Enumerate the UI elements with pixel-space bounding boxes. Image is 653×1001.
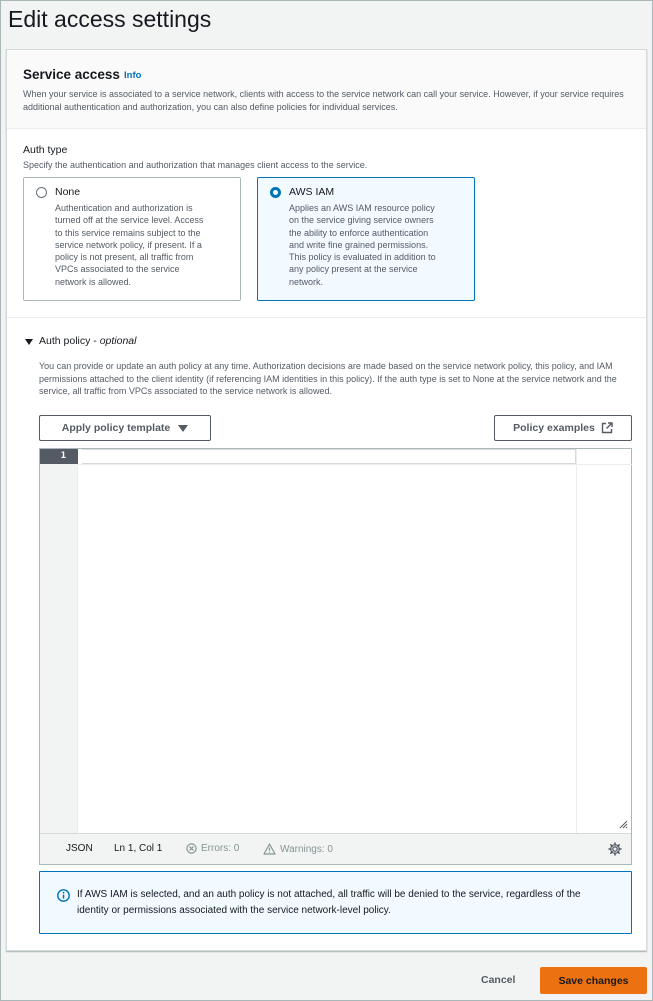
active-line-highlight — [82, 449, 576, 464]
editor-errors[interactable] — [186, 843, 239, 854]
aws-iam-radio[interactable] — [270, 187, 281, 198]
auth-policy-description: You can provide or update an auth policy at any time. Authorization decisions are made based on the service network policy, this policy, and IAM permissions attached to the client identity (if referencing IAM identities in this policy). If the auth type is set to None at the service network and the service, all traffic from VPCs associated to the service network is allowed. — [39, 361, 617, 396]
auth-type-description: Specify the authentication and authorization that manages client access to the service. — [23, 160, 368, 170]
editor-rule — [78, 464, 632, 465]
editor-warnings-label: Warnings: 0 — [280, 843, 333, 855]
apply-policy-template-label: Apply policy template — [61, 422, 171, 434]
warning-icon — [263, 843, 276, 855]
none-radio[interactable] — [36, 187, 47, 198]
external-link-icon — [601, 422, 613, 434]
section-divider — [7, 317, 646, 318]
aws-iam-description: Applies an AWS IAM resource policy on the service giving service owners the ability to enforce authentication and write fine grained permissions. This policy is evaluated in addition to any policy present at the service network. — [289, 203, 436, 287]
none-description: Authentication and authorization is turned off at the service level. Access to this service remains subject to the service network policy, if present. If a policy is not present, all traffic from VPCs associated to the service network is allowed. — [55, 203, 204, 287]
info-icon — [57, 889, 70, 902]
alert-message: If AWS IAM is selected, and an auth policy is not attached, all traffic will be denied to the service, regardless of the identity or permissions associated with the service network-level policy. — [77, 889, 581, 916]
access-settings-panel — [6, 49, 647, 951]
auth-type-aws-iam-tile[interactable] — [257, 177, 475, 301]
auth-policy-expander[interactable] — [39, 335, 136, 347]
policy-code-editor[interactable] — [39, 448, 632, 865]
save-changes-button[interactable]: Save changes — [540, 967, 647, 994]
apply-policy-template-button[interactable] — [39, 415, 211, 441]
page-title: Edit access settings — [8, 6, 212, 32]
caret-down-icon — [178, 425, 188, 432]
info-link[interactable]: Info — [124, 70, 142, 81]
gear-icon[interactable] — [608, 842, 622, 856]
auth-type-label: Auth type — [23, 144, 68, 156]
service-access-header — [7, 50, 646, 129]
editor-cursor-position: Ln 1, Col 1 — [114, 843, 163, 854]
auth-policy-optional: optional — [99, 335, 137, 347]
service-access-title: Service access — [23, 67, 120, 82]
error-icon — [186, 843, 197, 854]
policy-examples-label: Policy examples — [513, 422, 595, 434]
editor-errors-label: Errors: 0 — [201, 843, 240, 854]
none-title: None — [55, 186, 81, 198]
editor-warnings[interactable] — [263, 843, 333, 855]
service-access-description: When your service is associated to a service network, clients with access to the service network can call your service. However, if your service requires additional authentication and authorization, you can also define policies for individual services. — [23, 89, 624, 112]
cancel-button[interactable]: Cancel — [481, 974, 516, 986]
editor-gutter — [40, 449, 78, 833]
editor-status-bar — [40, 833, 631, 864]
caret-down-icon[interactable] — [25, 339, 33, 345]
info-alert — [39, 871, 632, 934]
editor-margin-rule — [576, 449, 577, 833]
aws-iam-title: AWS IAM — [289, 186, 335, 198]
auth-policy-title: Auth policy - — [39, 335, 100, 347]
auth-type-none-tile[interactable] — [23, 177, 241, 301]
editor-language: JSON — [66, 843, 93, 854]
resize-handle-icon[interactable] — [618, 819, 628, 829]
line-number: 1 — [40, 449, 78, 464]
policy-examples-button[interactable] — [494, 415, 632, 441]
